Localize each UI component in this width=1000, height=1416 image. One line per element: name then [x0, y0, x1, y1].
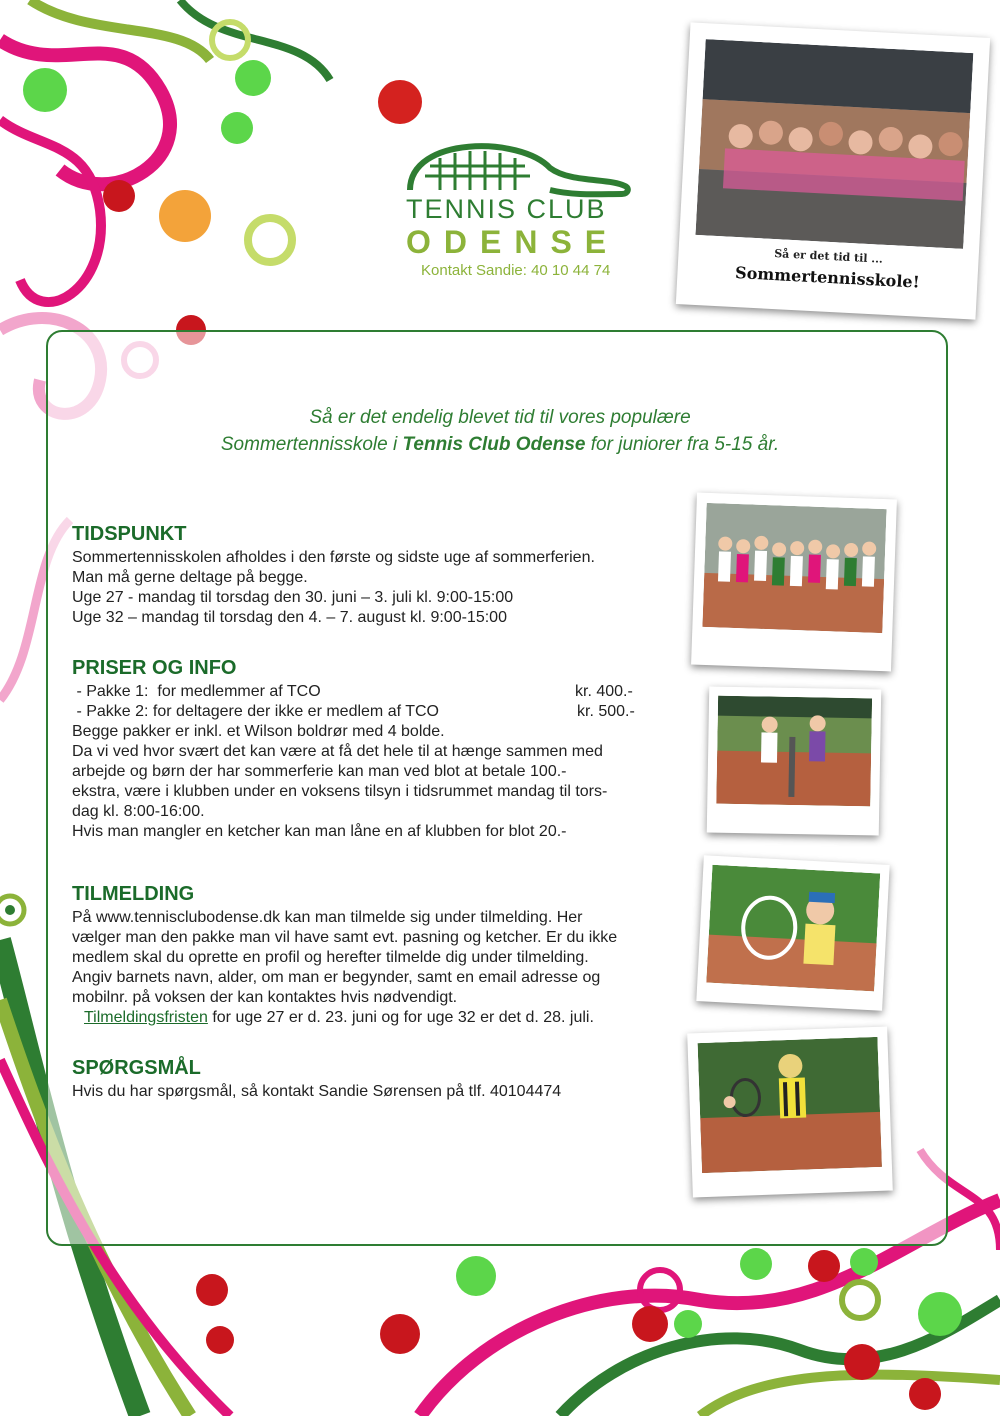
deadline-text: for uge 27 er d. 23. juni og for uge 32 er det d. 28. juli.: [207, 1009, 594, 1026]
tidspunkt-line: Man må gerne deltage på begge.: [72, 569, 308, 586]
caption-small: Så er det tid til ...: [773, 247, 884, 266]
package-label: - Pakke 2: for deltagere der ikke er medlem af TCO: [72, 703, 439, 720]
polaroid-group-photo: [676, 22, 990, 319]
caption-big: Sommertennisskole!: [734, 263, 921, 292]
intro-text: [150, 404, 850, 458]
package-row: [72, 702, 672, 722]
section-spoergsmaal: [72, 1056, 672, 1102]
intro-line-1: Så er det endelig blevet tid til vores populære: [309, 407, 691, 428]
handshake-photo: [716, 696, 872, 807]
priser-line: Hvis man mangler en ketcher kan man låne en af klubben for blot 20.-: [72, 823, 567, 840]
tilmelding-line: mobilnr. på voksen der kan kontaktes hvis nødvendigt.: [72, 989, 458, 1006]
tilmelding-line: vælger man den pakke man vil have samt evt. pasning og ketcher. Er du ikke: [72, 929, 618, 946]
contact-text: Kontakt Sandie: 40 10 44 74: [421, 262, 611, 279]
section-tidspunkt: [72, 522, 672, 628]
tidspunkt-line: Uge 32 – mandag til torsdag den 4. – 7. august kl. 9:00-15:00: [72, 609, 507, 626]
polaroid-photo-3: [696, 855, 889, 1011]
deadline-line: [72, 1008, 672, 1028]
boy-racket-photo: [706, 865, 880, 992]
polaroid-photo-1: [691, 493, 897, 672]
heading-priser: PRISER OG INFO: [72, 657, 237, 679]
package-row: [72, 682, 672, 702]
tidspunkt-line: Sommertennisskolen afholdes i den første og sidste uge af sommerferien.: [72, 549, 595, 566]
heading-tidspunkt: TIDSPUNKT: [72, 523, 187, 545]
tennis-racket-icon: [400, 138, 640, 198]
package-price: kr. 400.-: [575, 683, 633, 700]
section-tilmelding: [72, 882, 672, 1028]
kids-line-photo: [702, 503, 886, 633]
package-label: - Pakke 1: for medlemmer af TCO: [72, 683, 321, 700]
priser-line: ekstra, være i klubben under en voksens tilsyn i tidsrummet mandag til tors-: [72, 783, 608, 800]
priser-line: arbejde og børn der har sommerferie kan man ved blot at betale 100.-: [72, 763, 567, 780]
tilmelding-line: Angiv barnets navn, alder, om man er begynder, samt en email adresse og: [72, 969, 601, 986]
logo-text-odense: ODENSE: [406, 224, 620, 260]
package-price: kr. 500.-: [577, 703, 635, 720]
intro-line-2-pre: Sommertennisskole i: [220, 434, 403, 455]
heading-tilmelding: TILMELDING: [72, 883, 195, 905]
deadline-link[interactable]: Tilmeldingsfristen: [84, 1009, 208, 1026]
priser-line: Da vi ved hvor svært det kan være at få det hele til at hænge sammen med: [72, 743, 603, 760]
heading-spoergsmaal: SPØRGSMÅL: [72, 1057, 201, 1079]
tilmelding-line: medlem skal du oprette en profil og herefter tilmelde dig under tilmelding.: [72, 949, 589, 966]
intro-line-2: [150, 431, 850, 458]
spoergsmaal-text: Hvis du har spørgsmål, så kontakt Sandie Sørensen på tlf. 40104474: [72, 1083, 562, 1100]
tilmelding-line: På www.tennisclubodense.dk kan man tilmelde sig under tilmelding. Her: [72, 909, 583, 926]
boy-court-photo: [698, 1037, 882, 1173]
intro-line-2-post: for juniorer fra 5-15 år.: [585, 434, 780, 455]
priser-line: dag kl. 8:00-16:00.: [72, 803, 205, 820]
priser-line: Begge pakker er inkl. et Wilson boldrør med 4 bolde.: [72, 723, 445, 740]
logo-text-tennis-club: TENNIS CLUB: [406, 194, 607, 224]
tidspunkt-line: Uge 27 - mandag til torsdag den 30. juni – 3. juli kl. 9:00-15:00: [72, 589, 514, 606]
section-priser: [72, 656, 672, 842]
polaroid-photo-2: [707, 687, 882, 836]
group-photo: [695, 39, 973, 249]
polaroid-photo-4: [687, 1027, 893, 1198]
intro-club-name: Tennis Club Odense: [402, 434, 586, 455]
